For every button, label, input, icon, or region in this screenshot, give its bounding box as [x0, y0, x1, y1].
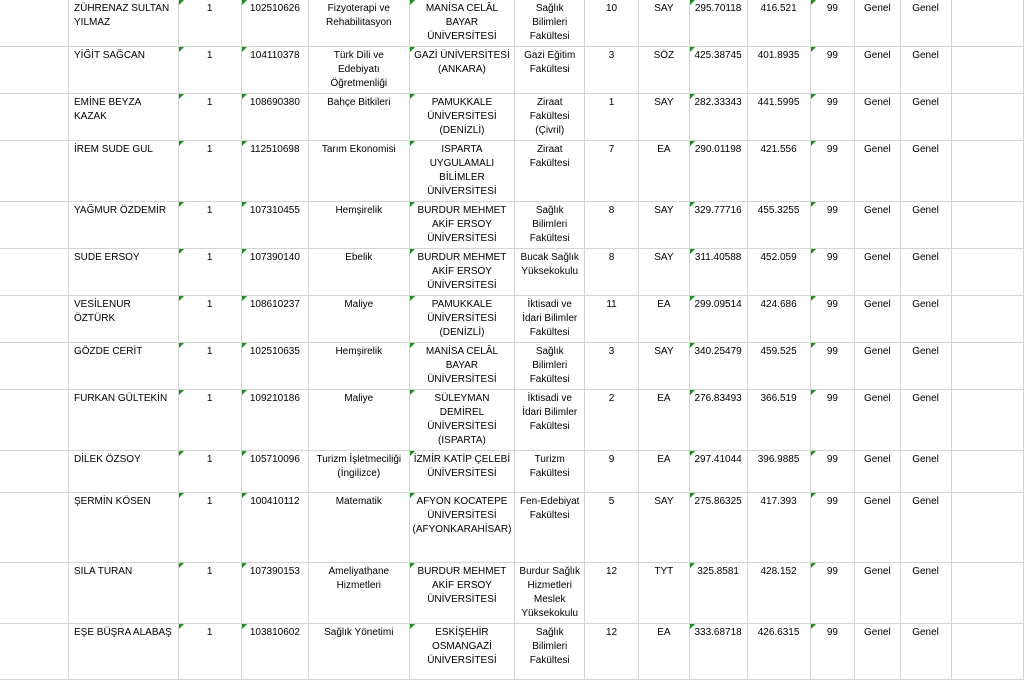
row-gutter-cell[interactable] — [0, 47, 69, 94]
quota-cell[interactable]: 8 — [585, 249, 639, 296]
code-99-cell[interactable]: 99 — [810, 390, 855, 451]
placement-type-cell[interactable]: Genel — [900, 343, 951, 390]
placement-type-cell[interactable]: Genel — [900, 94, 951, 141]
empty-cell[interactable] — [951, 493, 1023, 563]
placement-type-cell[interactable]: Genel — [900, 202, 951, 249]
table-row — [0, 94, 1024, 141]
faculty-cell[interactable]: Bucak Sağlık Yüksekokulu — [515, 249, 585, 296]
program-code-cell[interactable]: 105710096 — [241, 451, 308, 493]
row-gutter-cell[interactable] — [0, 493, 69, 563]
name-cell[interactable]: ZÜHRENAZ SULTAN YILMAZ — [69, 0, 179, 47]
table-row — [0, 563, 1024, 624]
row-gutter-cell[interactable] — [0, 0, 69, 47]
quota-type-cell[interactable]: Genel — [855, 249, 900, 296]
code-99-cell[interactable]: 99 — [810, 47, 855, 94]
table-row — [0, 141, 1024, 202]
quota-cell[interactable]: 12 — [585, 563, 639, 624]
table-row — [0, 390, 1024, 451]
program-name-cell[interactable]: Sağlık Yönetimi — [309, 624, 409, 680]
university-cell[interactable]: PAMUKKALE ÜNİVERSİTESİ (DENİZLİ) — [409, 94, 515, 141]
count-cell[interactable]: 1 — [178, 94, 241, 141]
placement-type-cell[interactable]: Genel — [900, 493, 951, 563]
name-cell[interactable]: YİĞİT SAĞCAN — [69, 47, 179, 94]
score-max-cell[interactable]: 421.556 — [747, 141, 810, 202]
name-cell[interactable]: İREM SUDE GUL — [69, 141, 179, 202]
quota-cell[interactable]: 7 — [585, 141, 639, 202]
table-row — [0, 296, 1024, 343]
score-max-cell[interactable]: 455.3255 — [747, 202, 810, 249]
faculty-cell[interactable]: Gazi Eğitim Fakültesi — [515, 47, 585, 94]
score-type-cell[interactable]: SAY — [639, 493, 690, 563]
quota-type-cell[interactable]: Genel — [855, 343, 900, 390]
empty-cell[interactable] — [951, 296, 1023, 343]
quota-type-cell[interactable]: Genel — [855, 94, 900, 141]
code-99-cell[interactable]: 99 — [810, 296, 855, 343]
code-99-cell[interactable]: 99 — [810, 141, 855, 202]
faculty-cell[interactable]: Sağlık Bilimleri Fakültesi — [515, 343, 585, 390]
code-99-cell[interactable]: 99 — [810, 0, 855, 47]
score-min-cell[interactable]: 290.01198 — [689, 141, 747, 202]
count-cell[interactable]: 1 — [178, 249, 241, 296]
empty-cell[interactable] — [951, 94, 1023, 141]
count-cell[interactable]: 1 — [178, 451, 241, 493]
row-gutter-cell[interactable] — [0, 563, 69, 624]
table-row — [0, 0, 1024, 47]
table-row — [0, 493, 1024, 563]
score-min-cell[interactable]: 297.41044 — [689, 451, 747, 493]
placement-type-cell[interactable]: Genel — [900, 624, 951, 680]
table-row — [0, 343, 1024, 390]
quota-cell[interactable]: 1 — [585, 94, 639, 141]
university-cell[interactable]: BURDUR MEHMET AKİF ERSOY ÜNİVERSİTESİ — [409, 202, 515, 249]
score-min-cell[interactable]: 329.77716 — [689, 202, 747, 249]
code-99-cell[interactable]: 99 — [810, 624, 855, 680]
university-cell[interactable]: ISPARTA UYGULAMALI BİLİMLER ÜNİVERSİTESİ — [409, 141, 515, 202]
row-gutter-cell[interactable] — [0, 624, 69, 680]
name-cell[interactable]: GÖZDE CERİT — [69, 343, 179, 390]
program-code-cell[interactable]: 100410112 — [241, 493, 308, 563]
name-cell[interactable]: DİLEK ÖZSOY — [69, 451, 179, 493]
university-cell[interactable]: MANİSA CELÂL BAYAR ÜNİVERSİTESİ — [409, 343, 515, 390]
program-code-cell[interactable]: 103810602 — [241, 624, 308, 680]
score-type-cell[interactable]: SAY — [639, 202, 690, 249]
count-cell[interactable]: 1 — [178, 624, 241, 680]
score-type-cell[interactable]: TYT — [639, 563, 690, 624]
quota-cell[interactable]: 12 — [585, 624, 639, 680]
row-gutter-cell[interactable] — [0, 202, 69, 249]
score-max-cell[interactable]: 426.6315 — [747, 624, 810, 680]
count-cell[interactable]: 1 — [178, 296, 241, 343]
quota-type-cell[interactable]: Genel — [855, 0, 900, 47]
score-max-cell[interactable]: 441.5995 — [747, 94, 810, 141]
program-name-cell[interactable]: Matematik — [309, 493, 409, 563]
name-cell[interactable]: EŞE BÜŞRA ALABAŞ — [69, 624, 179, 680]
quota-type-cell[interactable]: Genel — [855, 493, 900, 563]
score-max-cell[interactable]: 428.152 — [747, 563, 810, 624]
code-99-cell[interactable]: 99 — [810, 493, 855, 563]
score-min-cell[interactable]: 299.09514 — [689, 296, 747, 343]
score-min-cell[interactable]: 340.25479 — [689, 343, 747, 390]
code-99-cell[interactable]: 99 — [810, 249, 855, 296]
quota-cell[interactable]: 11 — [585, 296, 639, 343]
university-cell[interactable]: PAMUKKALE ÜNİVERSİTESİ (DENİZLİ) — [409, 296, 515, 343]
program-name-cell[interactable]: Tarım Ekonomisi — [309, 141, 409, 202]
code-99-cell[interactable]: 99 — [810, 94, 855, 141]
name-cell[interactable]: SUDE ERSOY — [69, 249, 179, 296]
score-min-cell[interactable]: 333.68718 — [689, 624, 747, 680]
quota-cell[interactable]: 10 — [585, 0, 639, 47]
empty-cell[interactable] — [951, 343, 1023, 390]
placement-type-cell[interactable]: Genel — [900, 0, 951, 47]
count-cell[interactable]: 1 — [178, 563, 241, 624]
placement-type-cell[interactable]: Genel — [900, 141, 951, 202]
empty-cell[interactable] — [951, 451, 1023, 493]
quota-type-cell[interactable]: Genel — [855, 47, 900, 94]
program-name-cell[interactable]: Ebelik — [309, 249, 409, 296]
placement-type-cell[interactable]: Genel — [900, 249, 951, 296]
code-99-cell[interactable]: 99 — [810, 563, 855, 624]
placement-type-cell[interactable]: Genel — [900, 47, 951, 94]
score-type-cell[interactable]: SAY — [639, 343, 690, 390]
program-name-cell[interactable]: Türk Dili ve Edebiyatı Öğretmenliği — [309, 47, 409, 94]
score-min-cell[interactable]: 425.38745 — [689, 47, 747, 94]
name-cell[interactable]: FURKAN GÜLTEKİN — [69, 390, 179, 451]
faculty-cell[interactable]: Turizm Fakültesi — [515, 451, 585, 493]
name-cell[interactable]: VESİLENUR ÖZTÜRK — [69, 296, 179, 343]
quota-type-cell[interactable]: Genel — [855, 563, 900, 624]
program-name-cell[interactable]: Maliye — [309, 296, 409, 343]
score-min-cell[interactable]: 275.86325 — [689, 493, 747, 563]
score-max-cell[interactable]: 459.525 — [747, 343, 810, 390]
table-row — [0, 202, 1024, 249]
code-99-cell[interactable]: 99 — [810, 343, 855, 390]
empty-cell[interactable] — [951, 141, 1023, 202]
program-code-cell[interactable]: 109210186 — [241, 390, 308, 451]
score-type-cell[interactable]: EA — [639, 296, 690, 343]
university-cell[interactable]: GAZİ ÜNİVERSİTESİ (ANKARA) — [409, 47, 515, 94]
university-cell[interactable]: MANİSA CELÂL BAYAR ÜNİVERSİTESİ — [409, 0, 515, 47]
score-type-cell[interactable]: SAY — [639, 0, 690, 47]
score-type-cell[interactable]: EA — [639, 451, 690, 493]
score-max-cell[interactable]: 396.9885 — [747, 451, 810, 493]
empty-cell[interactable] — [951, 47, 1023, 94]
score-min-cell[interactable]: 276.83493 — [689, 390, 747, 451]
program-name-cell[interactable]: Maliye — [309, 390, 409, 451]
university-cell[interactable]: BURDUR MEHMET AKİF ERSOY ÜNİVERSİTESİ — [409, 563, 515, 624]
quota-cell[interactable]: 2 — [585, 390, 639, 451]
row-gutter-cell[interactable] — [0, 343, 69, 390]
empty-cell[interactable] — [951, 249, 1023, 296]
score-min-cell[interactable]: 311.40588 — [689, 249, 747, 296]
placement-type-cell[interactable]: Genel — [900, 451, 951, 493]
count-cell[interactable]: 1 — [178, 47, 241, 94]
row-gutter-cell[interactable] — [0, 390, 69, 451]
row-gutter-cell[interactable] — [0, 94, 69, 141]
code-99-cell[interactable]: 99 — [810, 202, 855, 249]
table-row — [0, 624, 1024, 680]
faculty-cell[interactable]: Burdur Sağlık Hizmetleri Meslek Yüksekokulu — [515, 563, 585, 624]
university-cell[interactable]: İZMİR KATİP ÇELEBİ ÜNİVERSİTESİ — [409, 451, 515, 493]
score-type-cell[interactable]: EA — [639, 390, 690, 451]
row-gutter-cell[interactable] — [0, 141, 69, 202]
faculty-cell[interactable]: Sağlık Bilimleri Fakültesi — [515, 624, 585, 680]
faculty-cell[interactable]: İktisadi ve İdari Bilimler Fakültesi — [515, 296, 585, 343]
score-type-cell[interactable]: EA — [639, 624, 690, 680]
empty-cell[interactable] — [951, 390, 1023, 451]
table-row — [0, 249, 1024, 296]
program-name-cell[interactable]: Hemşirelik — [309, 202, 409, 249]
score-max-cell[interactable]: 424.686 — [747, 296, 810, 343]
program-code-cell[interactable]: 107390140 — [241, 249, 308, 296]
code-99-cell[interactable]: 99 — [810, 451, 855, 493]
score-max-cell[interactable]: 366.519 — [747, 390, 810, 451]
faculty-cell[interactable]: Fen-Edebiyat Fakültesi — [515, 493, 585, 563]
row-gutter-cell[interactable] — [0, 451, 69, 493]
score-min-cell[interactable]: 325.8581 — [689, 563, 747, 624]
university-cell[interactable]: SÜLEYMAN DEMİREL ÜNİVERSİTESİ (ISPARTA) — [409, 390, 515, 451]
faculty-cell[interactable]: İktisadi ve İdari Bilimler Fakültesi — [515, 390, 585, 451]
placement-type-cell[interactable]: Genel — [900, 390, 951, 451]
program-code-cell[interactable]: 102510635 — [241, 343, 308, 390]
program-code-cell[interactable]: 108690380 — [241, 94, 308, 141]
row-gutter-cell[interactable] — [0, 249, 69, 296]
count-cell[interactable]: 1 — [178, 390, 241, 451]
quota-cell[interactable]: 9 — [585, 451, 639, 493]
empty-cell[interactable] — [951, 202, 1023, 249]
empty-cell[interactable] — [951, 0, 1023, 47]
score-max-cell[interactable]: 452.059 — [747, 249, 810, 296]
program-name-cell[interactable]: Bahçe Bitkileri — [309, 94, 409, 141]
quota-type-cell[interactable]: Genel — [855, 624, 900, 680]
score-max-cell[interactable]: 401.8935 — [747, 47, 810, 94]
score-max-cell[interactable]: 416.521 — [747, 0, 810, 47]
faculty-cell[interactable]: Sağlık Bilimleri Fakültesi — [515, 0, 585, 47]
program-code-cell[interactable]: 104110378 — [241, 47, 308, 94]
name-cell[interactable]: SILA TURAN — [69, 563, 179, 624]
score-type-cell[interactable]: EA — [639, 141, 690, 202]
university-cell[interactable]: AFYON KOCATEPE ÜNİVERSİTESİ (AFYONKARAHİSAR) — [409, 493, 515, 563]
university-cell[interactable]: ESKİŞEHİR OSMANGAZİ ÜNİVERSİTESİ — [409, 624, 515, 680]
name-cell[interactable]: YAĞMUR ÖZDEMİR — [69, 202, 179, 249]
faculty-cell[interactable]: Ziraat Fakültesi — [515, 141, 585, 202]
quota-cell[interactable]: 8 — [585, 202, 639, 249]
program-code-cell[interactable]: 107390153 — [241, 563, 308, 624]
program-code-cell[interactable]: 102510626 — [241, 0, 308, 47]
program-code-cell[interactable]: 112510698 — [241, 141, 308, 202]
score-type-cell[interactable]: SÖZ — [639, 47, 690, 94]
count-cell[interactable]: 1 — [178, 493, 241, 563]
quota-cell[interactable]: 5 — [585, 493, 639, 563]
quota-type-cell[interactable]: Genel — [855, 390, 900, 451]
score-min-cell[interactable]: 295.70118 — [689, 0, 747, 47]
score-type-cell[interactable]: SAY — [639, 94, 690, 141]
count-cell[interactable]: 1 — [178, 0, 241, 47]
empty-cell[interactable] — [951, 624, 1023, 680]
program-name-cell[interactable]: Hemşirelik — [309, 343, 409, 390]
count-cell[interactable]: 1 — [178, 202, 241, 249]
name-cell[interactable]: ŞERMİN KÖSEN — [69, 493, 179, 563]
faculty-cell[interactable]: Ziraat Fakültesi (Çivril) — [515, 94, 585, 141]
empty-cell[interactable] — [951, 563, 1023, 624]
placement-type-cell[interactable]: Genel — [900, 296, 951, 343]
faculty-cell[interactable]: Sağlık Bilimleri Fakültesi — [515, 202, 585, 249]
name-cell[interactable]: EMİNE BEYZA KAZAK — [69, 94, 179, 141]
quota-type-cell[interactable]: Genel — [855, 202, 900, 249]
program-name-cell[interactable]: Fizyoterapi ve Rehabilitasyon — [309, 0, 409, 47]
quota-type-cell[interactable]: Genel — [855, 296, 900, 343]
score-max-cell[interactable]: 417.393 — [747, 493, 810, 563]
program-name-cell[interactable]: Turizm İşletmeciliği (İngilizce) — [309, 451, 409, 493]
count-cell[interactable]: 1 — [178, 141, 241, 202]
quota-cell[interactable]: 3 — [585, 47, 639, 94]
quota-type-cell[interactable]: Genel — [855, 141, 900, 202]
row-gutter-cell[interactable] — [0, 296, 69, 343]
program-name-cell[interactable]: Ameliyathane Hizmetleri — [309, 563, 409, 624]
university-cell[interactable]: BURDUR MEHMET AKİF ERSOY ÜNİVERSİTESİ — [409, 249, 515, 296]
quota-cell[interactable]: 3 — [585, 343, 639, 390]
score-type-cell[interactable]: SAY — [639, 249, 690, 296]
placement-type-cell[interactable]: Genel — [900, 563, 951, 624]
score-min-cell[interactable]: 282.33343 — [689, 94, 747, 141]
quota-type-cell[interactable]: Genel — [855, 451, 900, 493]
table-row — [0, 451, 1024, 493]
program-code-cell[interactable]: 108610237 — [241, 296, 308, 343]
count-cell[interactable]: 1 — [178, 343, 241, 390]
table-row — [0, 47, 1024, 94]
program-code-cell[interactable]: 107310455 — [241, 202, 308, 249]
